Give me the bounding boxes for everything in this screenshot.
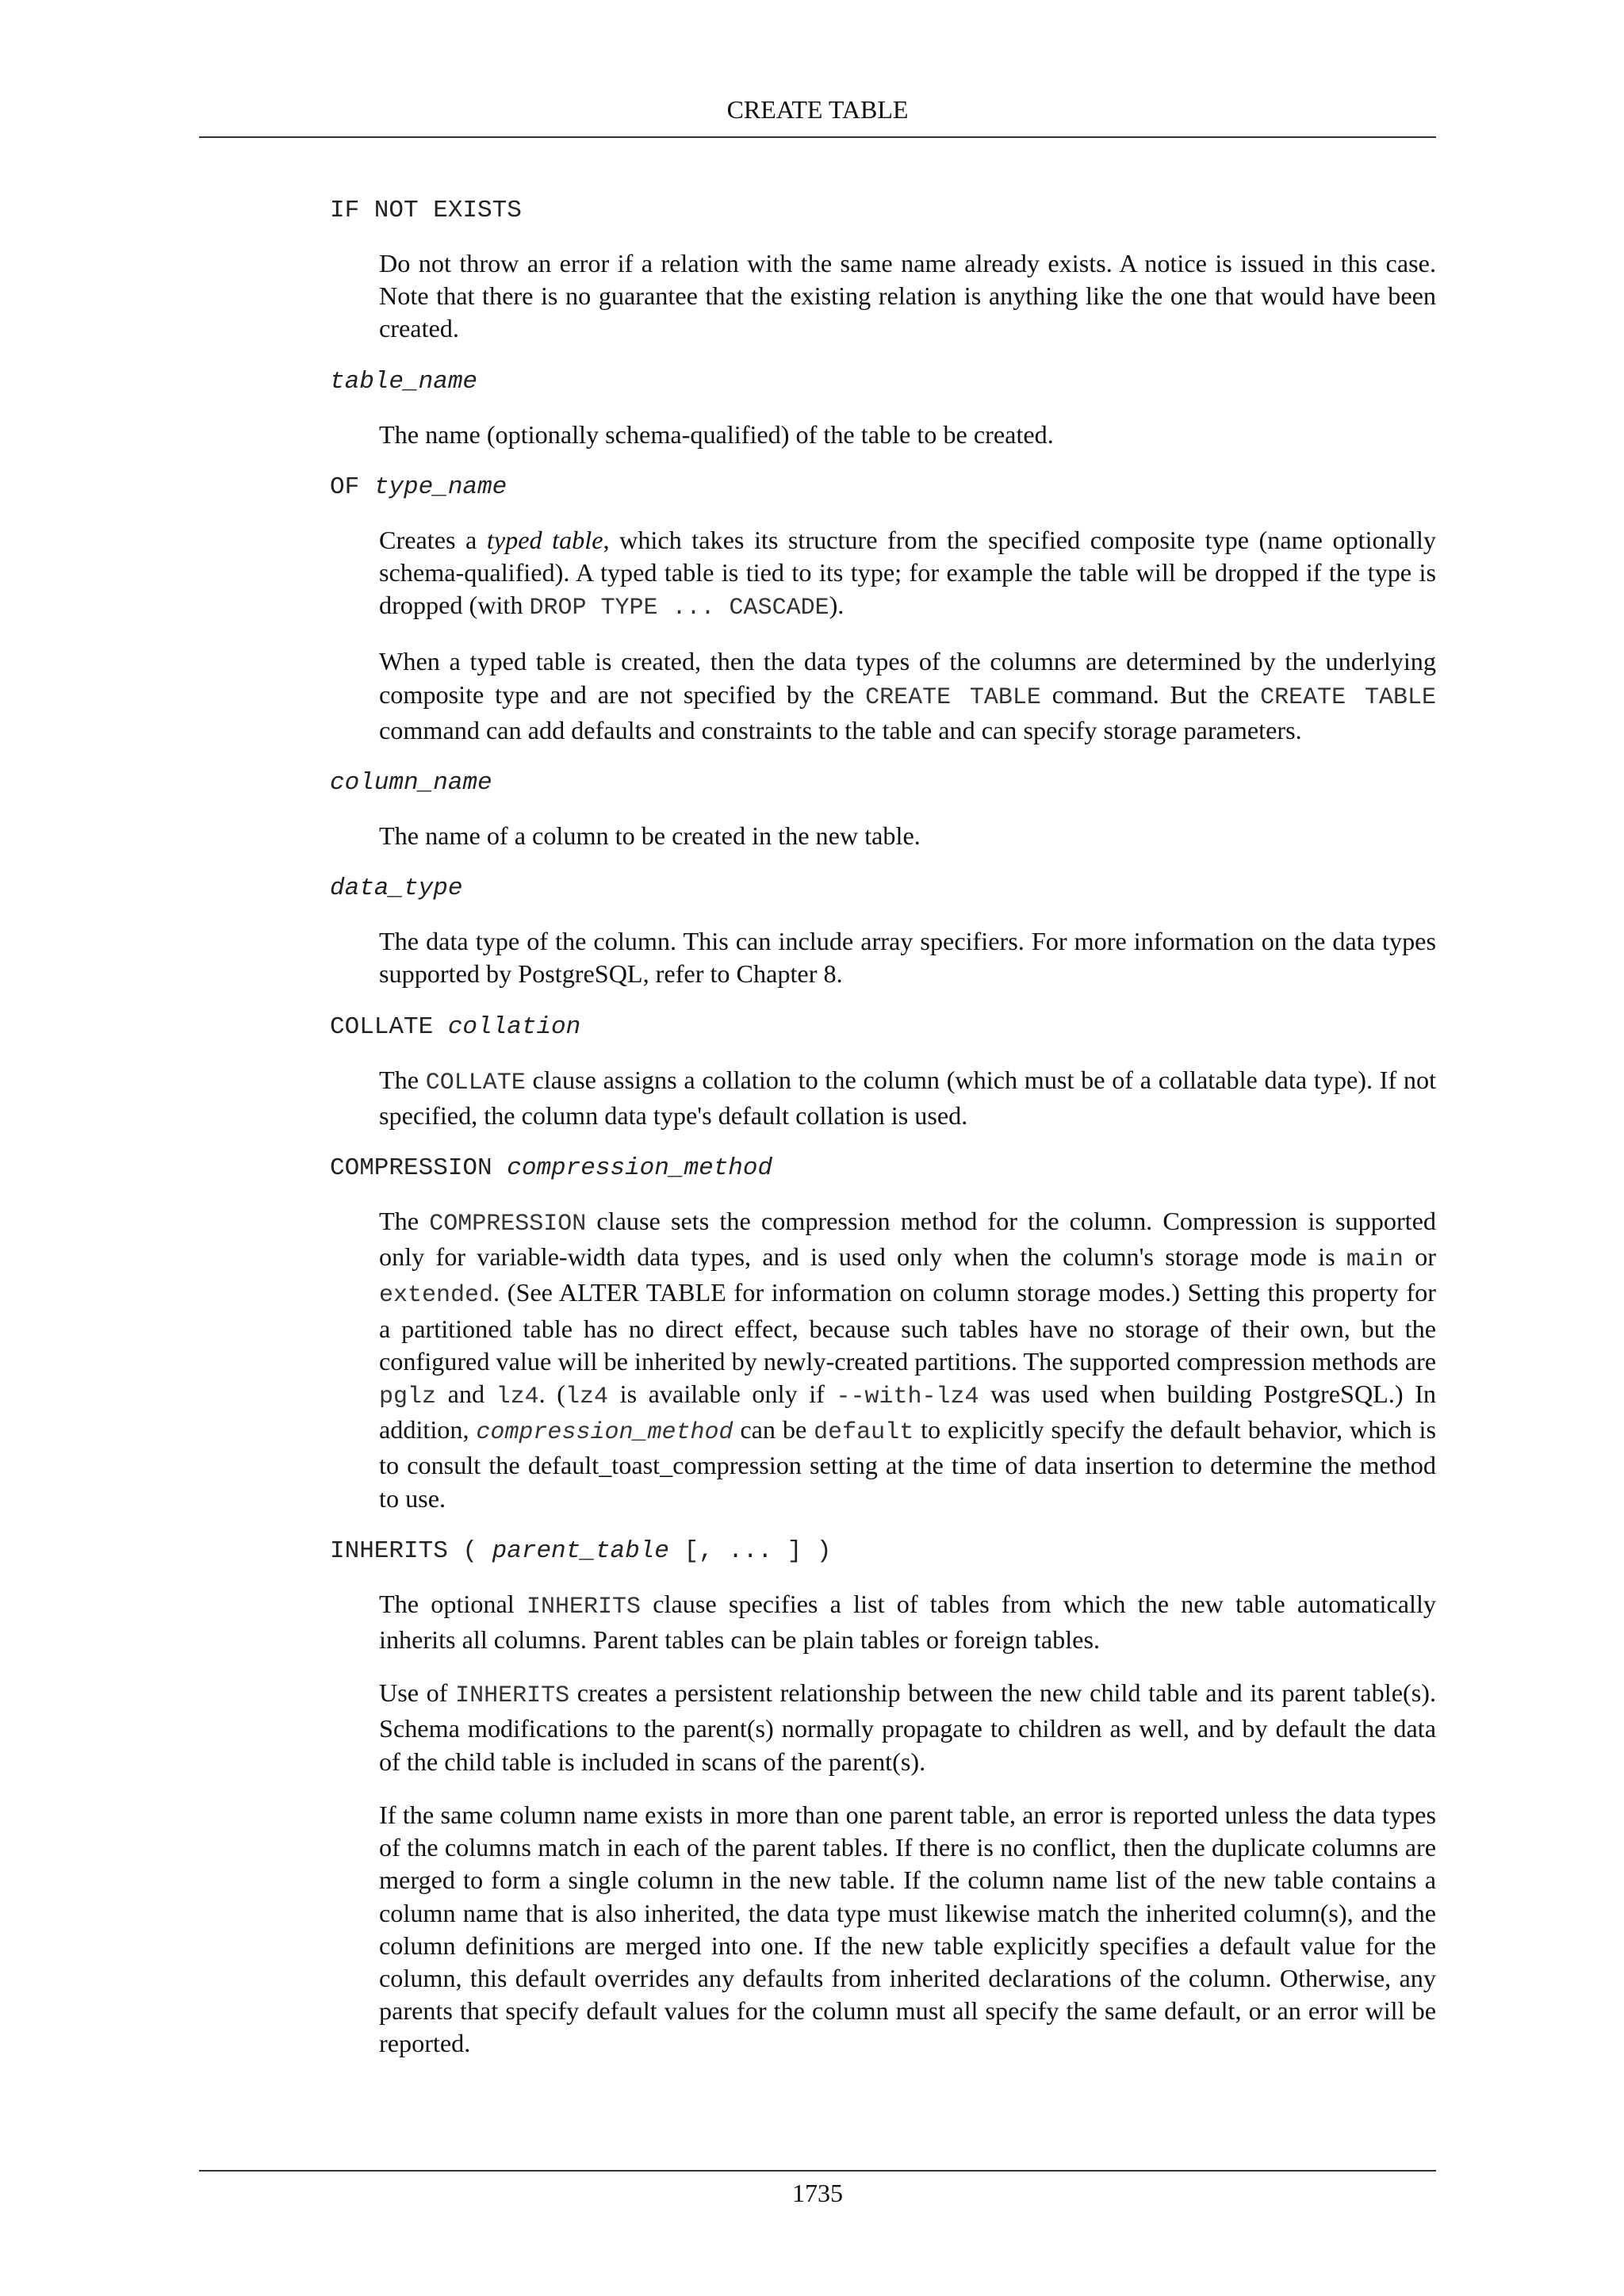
page-number: 1735 <box>792 2179 843 2207</box>
parameter-name: data_type <box>330 874 463 903</box>
definition-table-name <box>379 419 1436 451</box>
definition-data-type <box>379 925 1436 990</box>
parameter-list <box>330 195 1436 2081</box>
keyword: COLLATE <box>330 1012 448 1041</box>
inline-code: INHERITS <box>526 1593 641 1621</box>
paragraph: Do not throw an error if a relation with the same name already exists. A notice is issued in this case. Note that there is no guarantee that the existing relation is anything like the one that would have been created. <box>379 249 1436 343</box>
term-inherits <box>330 1536 1436 1567</box>
inline-code: CREATE TABLE <box>865 683 1041 711</box>
inline-parameter: compression_method <box>476 1419 733 1447</box>
parameter-name: collation <box>447 1012 581 1041</box>
term-compression <box>330 1153 1436 1184</box>
header-rule <box>199 136 1436 138</box>
paragraph: The optional INHERITS clause specifies a list of tables from which the new table automatically inherits all columns. Parent tables can be plain tables or foreign tables. <box>379 1589 1437 1655</box>
paragraph: The COLLATE clause assigns a collation to the column (which must be of a collatable data type). If not specified, the column data type's default collation is used. <box>379 1065 1437 1130</box>
definition-of-type-name <box>379 524 1436 747</box>
keyword: OF <box>330 473 374 501</box>
parameter-name: table_name <box>330 367 478 396</box>
paragraph: The COMPRESSION clause sets the compression method for the column. Compression is supported only for variable-width data types, and is used only when the column's storage mode is main or extended. (See ALTER TABLE for information on column storage modes.) Setting this property for a partitioned table has no direct effect, because such tables have no storage of their own, but the configured value will be inherited by newly-created partitions. The supported compression methods are pglz and lz4. (lz4 is available only if --with-lz4 was used when building PostgreSQL.) In addition, compression_method can be default to explicitly specify the default behavior, which is to consult the default_toast_compression setting at the time of data insertion to determine the method to use. <box>379 1207 1437 1513</box>
inline-code: lz4 <box>496 1383 539 1411</box>
inline-code: DROP TYPE ... CASCADE <box>529 595 829 622</box>
inline-code: INHERITS <box>455 1682 570 1710</box>
definition-collate <box>379 1064 1436 1132</box>
emphasis: typed table <box>486 525 603 554</box>
inline-code: CREATE TABLE <box>1260 683 1436 711</box>
syntax-suffix: [, ... ] ) <box>668 1536 832 1565</box>
inline-code: COMPRESSION <box>429 1211 587 1238</box>
inline-code: main <box>1346 1246 1404 1274</box>
definition-column-name <box>379 820 1436 852</box>
inline-code: default <box>814 1419 914 1447</box>
paragraph: The name of a column to be created in the new table. <box>379 821 921 851</box>
definition-if-not-exists <box>379 247 1436 346</box>
definition-compression <box>379 1205 1436 1515</box>
parameter-name: parent_table <box>492 1536 669 1565</box>
keyword: COMPRESSION <box>330 1154 508 1183</box>
paragraph: Creates a typed table, which takes its structure from the specified composite type (name optionally schema-qualified). A typed table is tied to its type; for example the table will be dropped if the type is dropped (with DROP TYPE ... CASCADE). <box>379 525 1437 622</box>
paragraph: The name (optionally schema-qualified) of the table to be created. <box>379 419 1054 449</box>
term-of-type-name <box>330 472 1436 503</box>
inline-code: pglz <box>379 1383 437 1411</box>
term-collate <box>330 1012 1436 1043</box>
footer-rule <box>199 2170 1436 2172</box>
paragraph: If the same column name exists in more than one parent table, an error is reported unless the data types of the columns match in each of the parent tables. If there is no conflict, then the duplicate columns are merged to form a single column in the new table. If the column name list of the new table contains a column name that is also inherited, the data type must likewise match the inherited column(s), and the column definitions are merged into one. If the new table explicitly specifies a default value for the column, this default overrides any defaults from inherited declarations of the column. Otherwise, any parents that specify default values for the column must all specify the same default, or an error will be reported. <box>379 1800 1436 2058</box>
inline-code: lz4 <box>565 1383 609 1411</box>
paragraph: When a typed table is created, then the data types of the columns are determined by the underlying composite type and are not specified by the CREATE TABLE command. But the CREATE TABLE command can add defaults and constraints to the table and can specify storage parameters. <box>379 647 1436 744</box>
parameter-name: column_name <box>330 769 492 798</box>
inline-code: --with-lz4 <box>836 1383 979 1411</box>
definition-inherits <box>379 1588 1436 2061</box>
parameter-name: compression_method <box>507 1154 773 1183</box>
term-data-type <box>330 873 1436 905</box>
term-column-name <box>330 767 1436 799</box>
paragraph: The data type of the column. This can include array specifiers. For more information on the data types supported by PostgreSQL, refer to Chapter 8. <box>379 927 1436 989</box>
running-header: CREATE TABLE <box>726 95 909 124</box>
parameter-name: type_name <box>373 473 508 501</box>
term-if-not-exists: IF NOT EXISTS <box>330 197 522 224</box>
keyword: INHERITS ( <box>330 1536 492 1565</box>
inline-code: COLLATE <box>425 1069 526 1096</box>
inline-code: extended <box>379 1282 494 1310</box>
paragraph: Use of INHERITS creates a persistent relationship between the new child table and its parent table(s). Schema modifications to the parent(s) normally propagate to children as well, and by default the data of the child table is included in scans of the parent(s). <box>379 1678 1437 1776</box>
term-table-name <box>330 366 1436 398</box>
